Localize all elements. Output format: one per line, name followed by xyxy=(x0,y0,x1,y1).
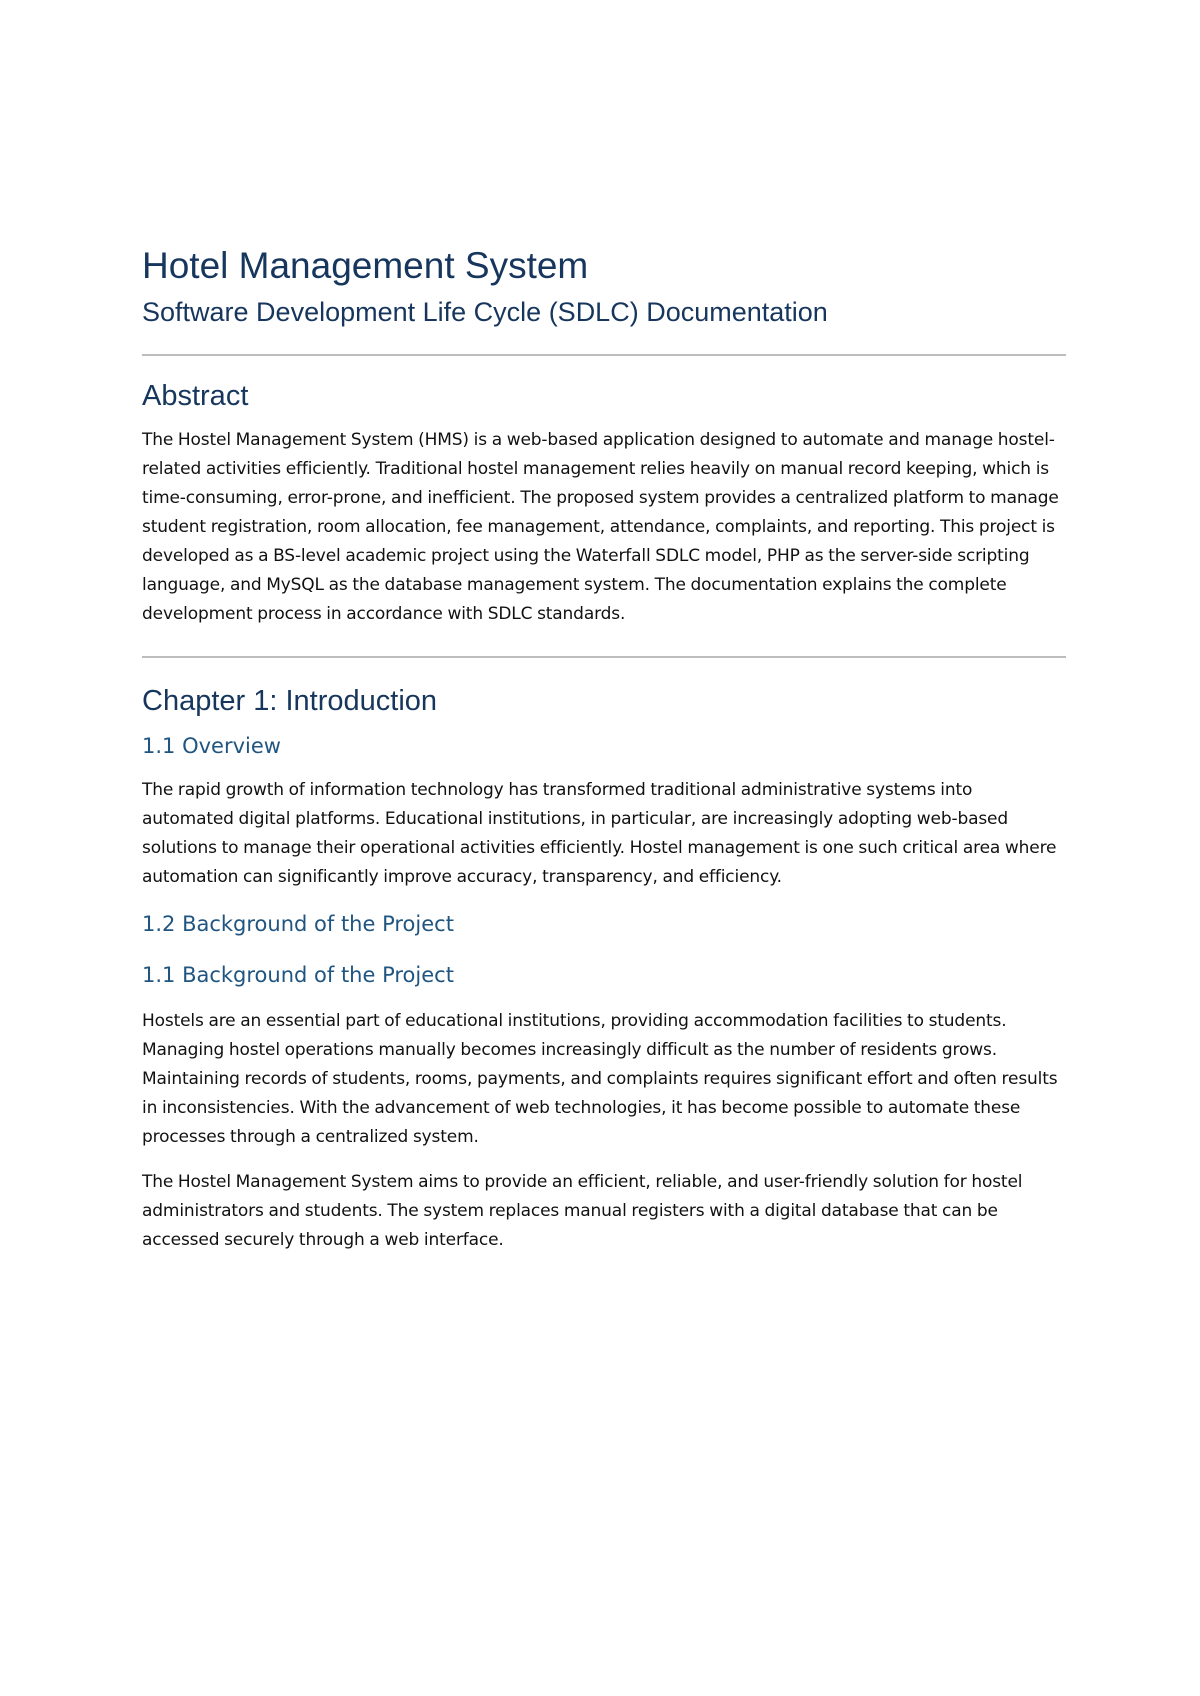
background-heading: 1.2 Background of the Project xyxy=(142,912,454,936)
background-heading-duplicate: 1.1 Background of the Project xyxy=(142,963,454,987)
document-subtitle: Software Development Life Cycle (SDLC) Documentation xyxy=(142,297,828,327)
section-divider xyxy=(142,354,1066,356)
overview-paragraph: The rapid growth of information technology has transformed traditional administrative systems into automated digital platforms. Educational institutions, in particular, are increasingly adopting web-based solutions to manage their operational activities efficiently. Hostel management is one such critical area where automation can significantly improve accuracy, transparency, and efficiency. xyxy=(142,780,1057,887)
overview-heading: 1.1 Overview xyxy=(142,734,281,758)
abstract-paragraph: The Hostel Management System (HMS) is a web-based application designed to automate and manage hostel-related activities efficiently. Traditional hostel management relies heavily on manual record keeping, which is time-consuming, error-prone, and inefficient. The proposed system provides a centralized platform to manage student registration, room allocation, fee management, attendance, complaints, and reporting. This project is developed as a BS-level academic project using the Waterfall SDLC model, PHP as the server-side scripting language, and MySQL as the database management system. The documentation explains the complete development process in accordance with SDLC standards. xyxy=(142,430,1059,624)
abstract-heading: Abstract xyxy=(142,380,249,412)
document-page xyxy=(142,240,1066,1255)
chapter-heading: Chapter 1: Introduction xyxy=(142,685,438,717)
document-title: Hotel Management System xyxy=(142,245,589,286)
section-divider xyxy=(142,656,1066,658)
background-paragraph: The Hostel Management System aims to provide an efficient, reliable, and user-friendly solution for hostel administrators and students. The system replaces manual registers with a digital database that can be accessed securely through a web interface. xyxy=(142,1172,1023,1250)
background-paragraph: Hostels are an essential part of educational institutions, providing accommodation facilities to students. Managing hostel operations manually becomes increasingly difficult as the number of residents grows. Maintaining records of students, rooms, payments, and complaints requires significant effort and often results in inconsistencies. With the advancement of web technologies, it has become possible to automate these processes through a centralized system. xyxy=(142,1011,1058,1147)
